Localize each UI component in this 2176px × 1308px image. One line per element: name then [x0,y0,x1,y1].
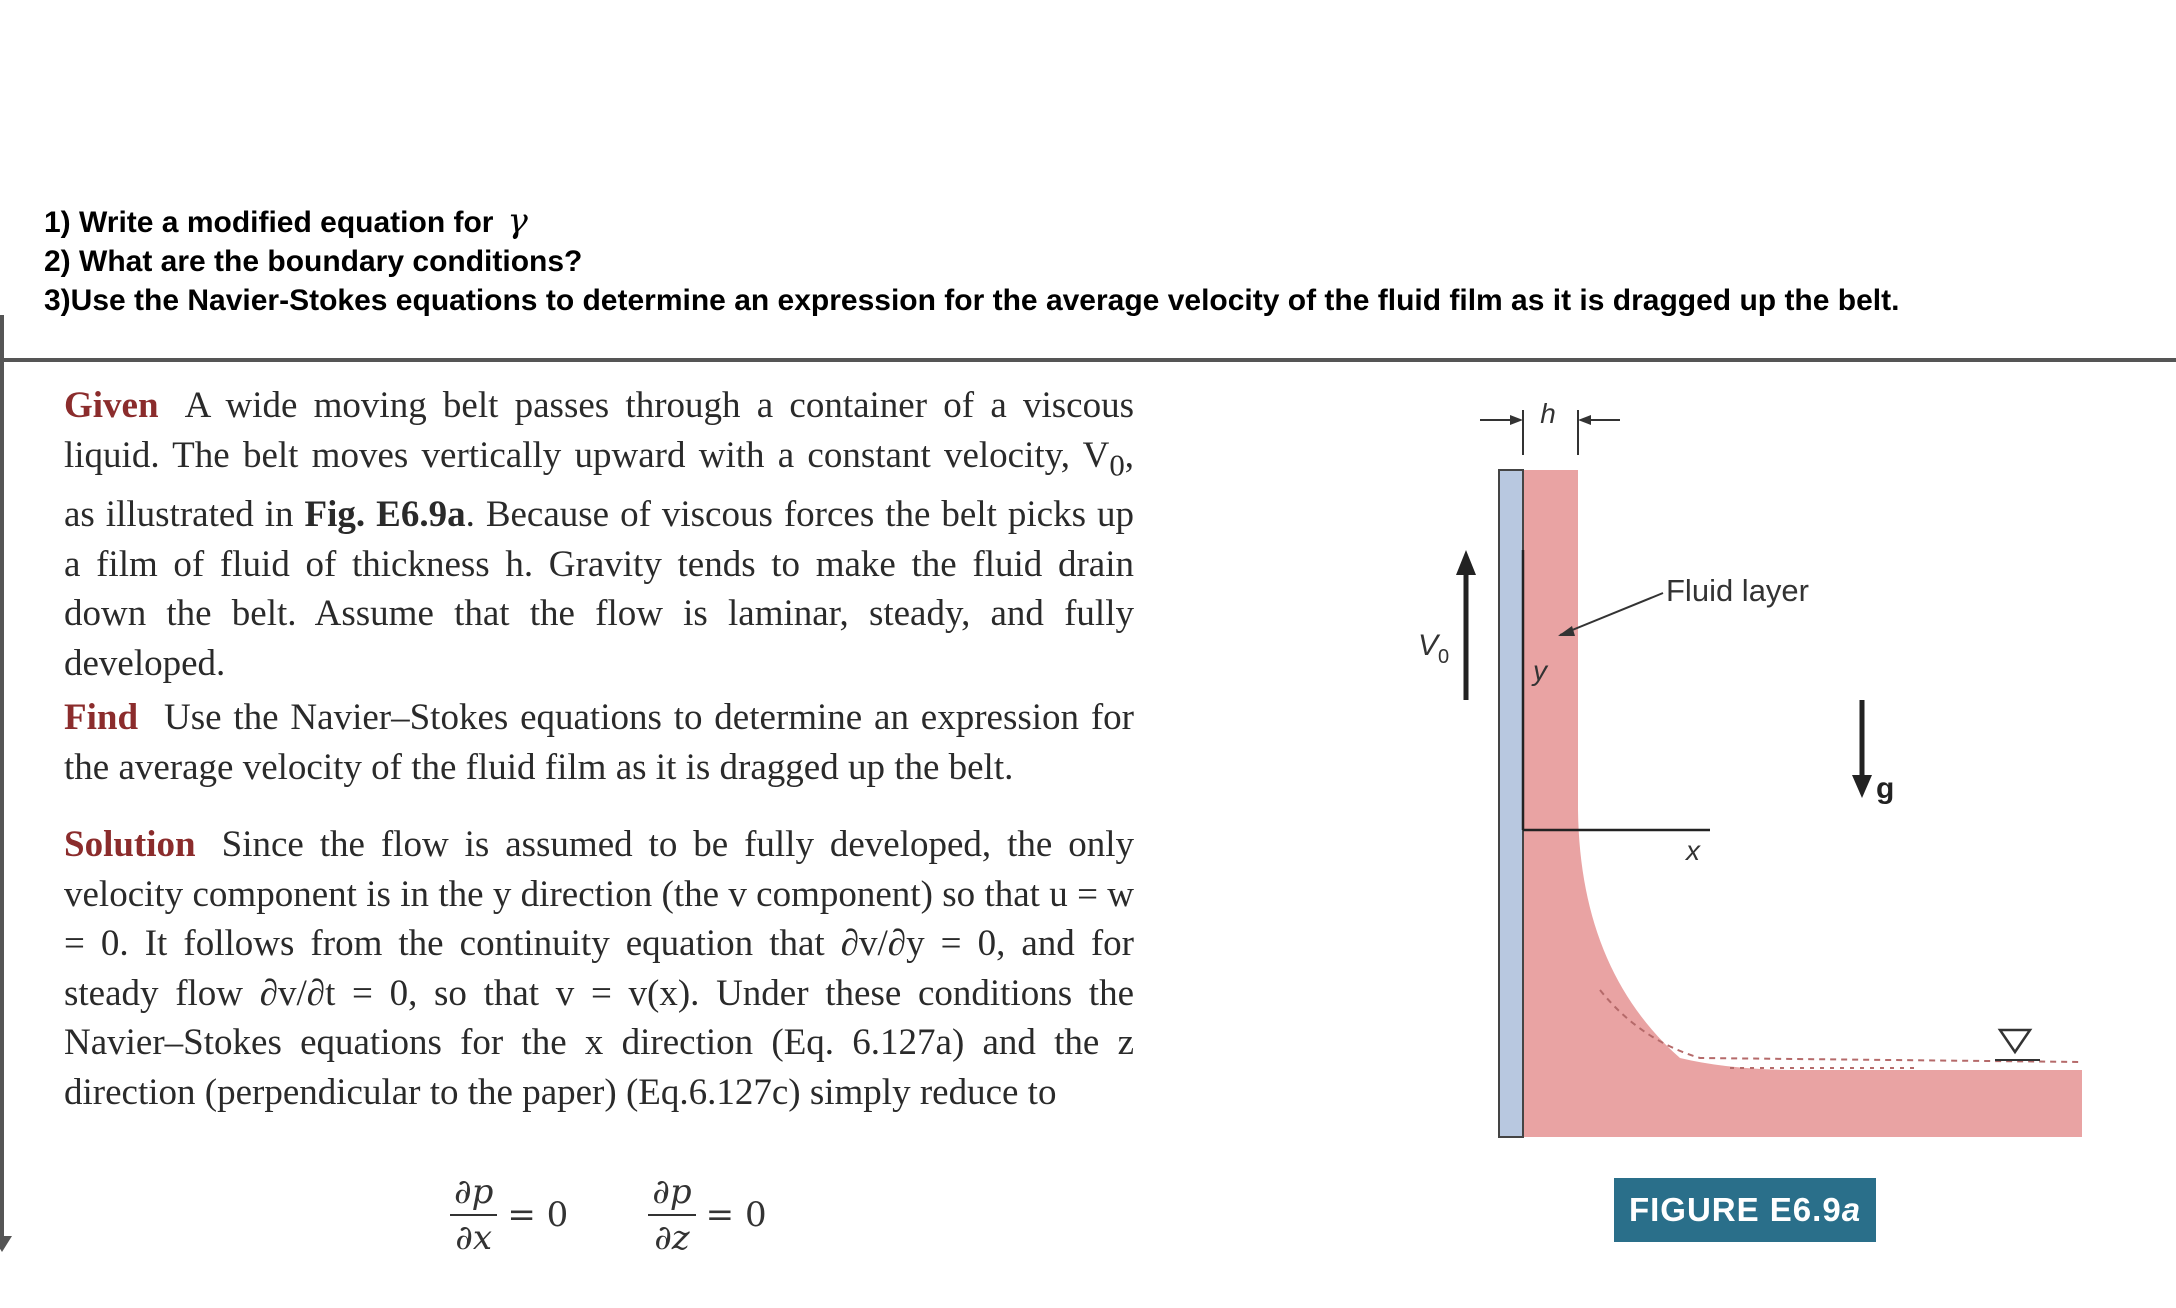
find-label: Find [64,697,139,738]
label-x: x [1686,835,1700,866]
left-border-arrow [0,1236,12,1252]
label-v0: $V_0$ [1418,629,1450,668]
left-border [0,362,4,1242]
given-paragraph: Given A wide moving belt passes through a container of a viscous liquid. The belt moves vertically upward with a constant velocity, $V_0$, as illustrated in Fig. E6.9a. Because of viscous forces the belt picks up a film of fluid of thickness h. Gravity tends to make the fluid drain down the belt. Assume that the flow is laminar, steady, and fully developed. [64,385,1134,684]
belt-diagram [1400,390,2100,1250]
free-surface-icon [2000,1030,2030,1052]
solution-label: Solution [64,824,196,865]
section-divider [0,358,2176,362]
figure-caption: FIGURE E6.9 a [1614,1178,1876,1242]
label-h: h [1540,398,1556,429]
equation-rhs: = 0 [507,1195,569,1235]
gravity-arrow-icon [1852,775,1872,798]
questions-block [44,202,2144,320]
find-paragraph: Find Use the Navier–Stokes equations to determine an expression for the average velocity of the fluid film as it is dragged up the belt. [64,697,1134,788]
left-border-top [0,315,4,360]
figure-reference: Fig. E6.9a [304,494,466,536]
question-1: 1) Write a modified equation for γ [44,201,528,241]
equation-dp-dz: $\frac{\partial p}{\partial z}$ [648,1172,695,1258]
label-fluid-layer: Fluid layer [1666,573,1809,608]
solution-paragraph: Solution Since the flow is assumed to be fully developed, the only velocity component is in the y direction (the v component) so that u = w = 0. It follows from the continuity equation that ∂v/∂y = 0, and for steady flow ∂v/∂t = 0, so that v = v(x). Under these conditions the Navier–Stokes equations for the x direction (Eq. 6.127a) and the z direction (perpendicular to the paper) (Eq.6.127c) simply reduce to [64,824,1134,1113]
question-3: 3)Use the Navier-Stokes equations to determine an expression for the average velocity of the fluid film as it is dragged up the belt. [44,284,1900,317]
equation-rhs: = 0 [705,1195,767,1235]
gamma-symbol: γ [507,201,528,241]
label-g: g [1876,772,1895,805]
belt [1499,470,1523,1137]
fluid-region [1523,470,2082,1137]
velocity-arrow-icon [1456,550,1476,575]
question-2: 2) What are the boundary conditions? [44,245,583,278]
equation-dp-dx: $\frac{\partial p}{\partial x}$ [450,1172,497,1258]
equation-row [450,1172,847,1258]
label-y: y [1533,655,1547,686]
given-label: Given [64,385,159,426]
